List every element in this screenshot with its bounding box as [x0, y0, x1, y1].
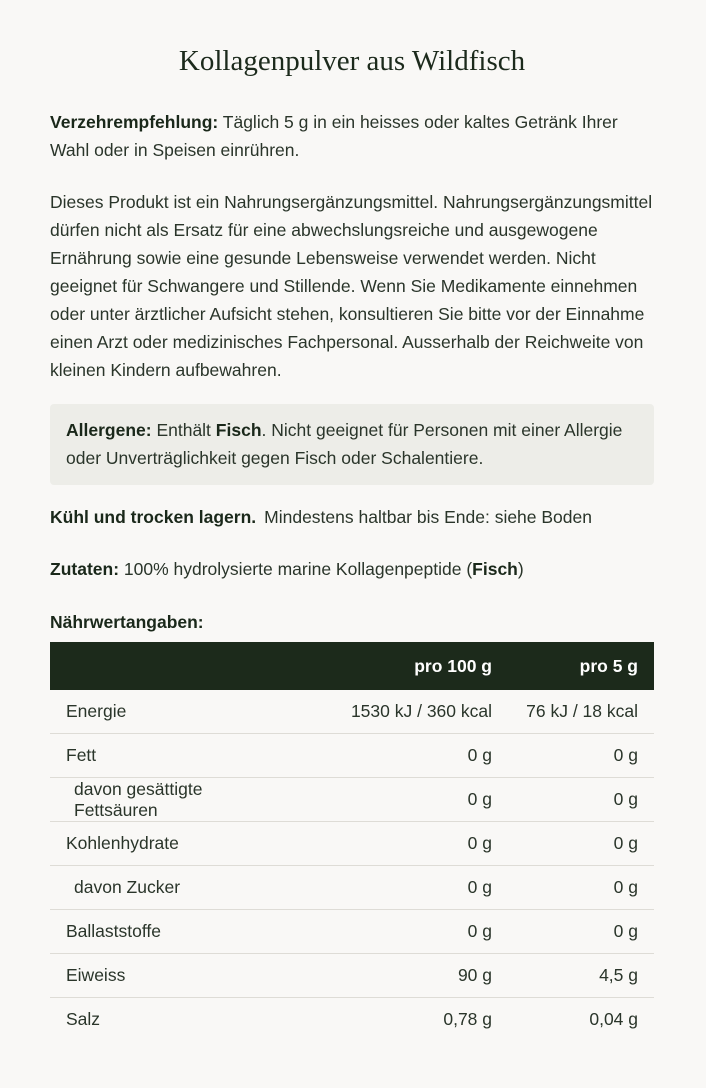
page-title: Kollagenpulver aus Wildfisch [178, 45, 526, 77]
nutrient-name: Eiweiss [50, 954, 282, 998]
usage-recommendation [50, 108, 654, 164]
value-per-5g: 76 kJ / 18 kcal [492, 690, 654, 734]
storage-text: Mindestens haltbar bis Ende: siehe Boden [264, 507, 592, 527]
ingredients-label: Zutaten: [50, 559, 120, 579]
nutrient-name: davon Zucker [50, 866, 282, 910]
usage-label: Verzehrempfehlung: [50, 112, 219, 132]
table-row [50, 690, 654, 734]
value-per-100g: 0,78 g [443, 1009, 492, 1029]
value-per-5g: 0 g [492, 910, 654, 954]
nutrient-name: Ballaststoffe [50, 910, 282, 954]
nutrition-header-row [50, 642, 654, 690]
nutrition-title-text: Nährwertangaben: [50, 612, 204, 632]
ingredients-text-after: ) [517, 559, 524, 579]
ingredients [50, 555, 654, 583]
value-per-5g: 4,5 g [492, 954, 654, 998]
value-per-100g: 0 g [282, 910, 492, 954]
table-row [50, 822, 654, 866]
header-nutrient [50, 642, 282, 690]
table-row [50, 734, 654, 778]
allergen-label: Allergene: [66, 420, 152, 440]
value-per-5g: 0 g [492, 734, 654, 778]
value-per-100g: 0 g [282, 734, 492, 778]
value-per-5g: 0 g [492, 866, 654, 910]
value-per-100g: 90 g [282, 954, 492, 998]
allergen-notice [50, 404, 654, 485]
value-per-100g: 0 g [282, 866, 492, 910]
table-row [50, 954, 654, 998]
usage-text: Täglich 5 g in ein heisses oder kaltes Getränk Ihrer Wahl oder in Speisen einrühren. [50, 112, 618, 160]
header-per-100g: pro 100 g [414, 655, 492, 676]
nutrient-name: Salz [66, 1009, 101, 1029]
storage-info [50, 503, 654, 531]
value-per-5g: 0,04 g [589, 1009, 638, 1029]
value-per-100g: 0 g [282, 822, 492, 866]
allergen-text-after: . Nicht geeignet für Personen mit einer Allergie oder Unverträglichkeit gegen Fisch oder Schalentiere. [66, 420, 623, 468]
ingredients-text-before: 100% hydrolysierte marine Kollagenpeptide ( [119, 559, 473, 579]
storage-label: Kühl und trocken lagern. [50, 507, 257, 527]
supplement-disclaimer: Dieses Produkt ist ein Nahrungsergänzungsmittel. Nahrungsergänzungsmittel dürfen nicht als Ersatz für eine abwechslungsreiche und ausgewogene Ernährung sowie eine gesunde Lebensweise verwendet werden. Nicht geeignet für Schwangere und Stillende. Wenn Sie Medikamente einnehmen oder unter ärztlicher Aufsicht stehen, konsultieren Sie bitte vor der Einnahme einen Arzt oder medizinisches Fachpersonal. Ausserhalb der Reichweite von kleinen Kindern aufbewahren. [50, 192, 653, 380]
allergen-text-before: Enthält [151, 420, 216, 440]
nutrient-name: Kohlenhydrate [50, 822, 282, 866]
table-row [50, 998, 654, 1042]
table-row [50, 866, 654, 910]
value-per-5g: 0 g [492, 778, 654, 822]
nutrition-table [50, 642, 654, 1041]
ingredients-allergen: Fisch [472, 559, 518, 579]
header-per-5g: pro 5 g [579, 655, 638, 676]
nutrient-name: Energie [50, 690, 282, 734]
value-per-5g: 0 g [492, 822, 654, 866]
nutrient-name: Fett [50, 734, 282, 778]
value-per-100g: 1530 kJ / 360 kcal [282, 690, 492, 734]
product-info-page [50, 0, 654, 1041]
nutrient-name: davon gesättigte Fettsäuren [50, 778, 282, 822]
table-row [50, 910, 654, 954]
nutrition-title [50, 608, 654, 636]
value-per-100g: 0 g [282, 778, 492, 822]
table-row [50, 778, 654, 822]
allergen-highlight: Fisch [215, 420, 262, 440]
